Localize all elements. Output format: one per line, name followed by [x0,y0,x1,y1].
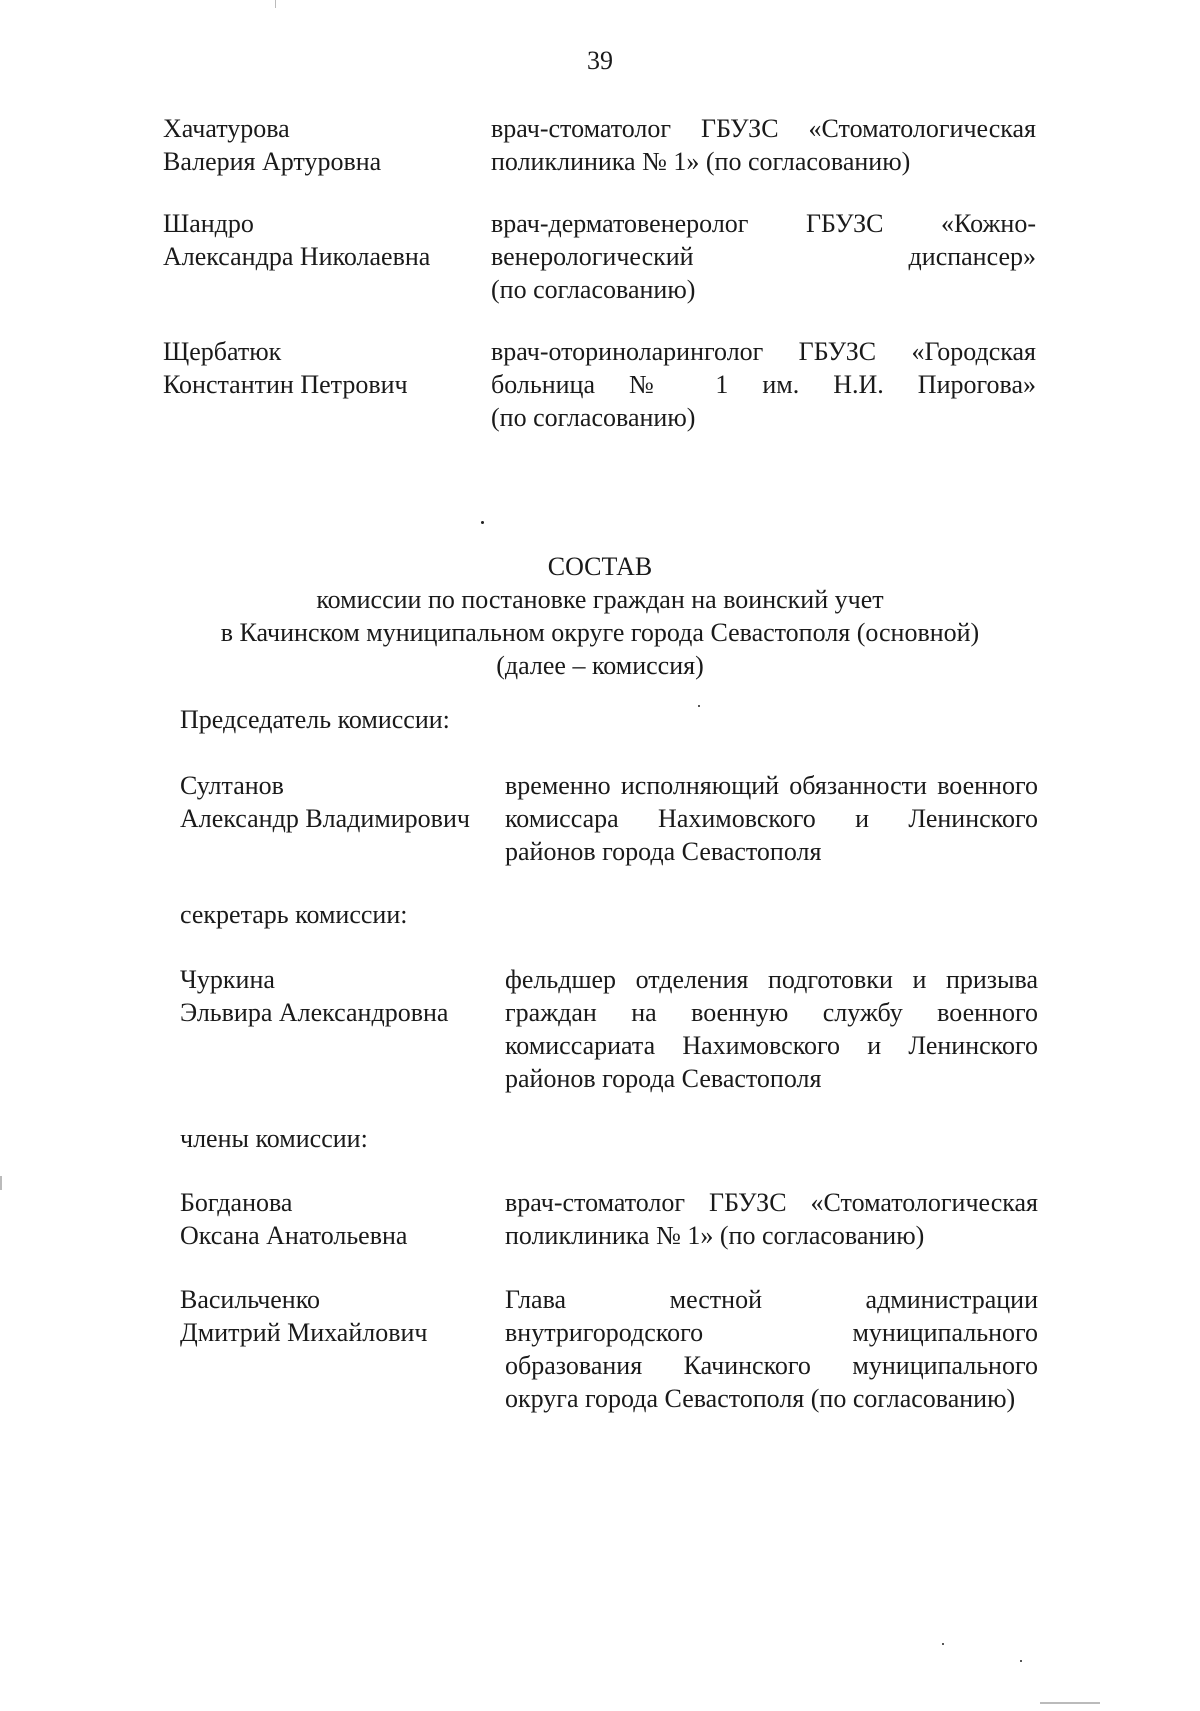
person-name [180,1186,510,1252]
given-names: Дмитрий Михайлович [180,1318,428,1347]
heading-title: СОСТАВ [547,552,653,581]
position-line: (по согласованию) [491,403,696,432]
person-name [163,335,493,401]
person-position [505,963,1038,1095]
person-position [491,112,1036,178]
scan-speck [942,1643,944,1645]
position-line: (по согласованию) [491,275,696,304]
given-names: Оксана Анатольевна [180,1221,408,1250]
given-names: Александр Владимирович [180,804,470,833]
position-line: поликлиника № 1» (по согласованию) [505,1221,925,1250]
person-position [505,769,1038,868]
position-line: фельдшер отделения подготовки и призыва [505,965,1038,994]
surname: Богданова [180,1188,293,1217]
scan-edge-mark [0,1176,2,1190]
surname: Султанов [180,771,284,800]
position-line: внутригородского муниципального [505,1318,1038,1347]
position-line: временно исполняющий обязанности военного [505,771,1038,800]
position-line: врач-оториноларинголог ГБУЗС «Городская [491,337,1036,366]
given-names: Александра Николаевна [163,242,431,271]
given-names: Константин Петрович [163,370,408,399]
surname: Шандро [163,209,254,238]
staff-entry [163,207,1038,307]
chairman-label: Председатель комиссии: [180,705,450,734]
position-line: комиссариата Нахимовского и Ленинского [505,1031,1038,1060]
surname: Васильченко [180,1285,321,1314]
scan-edge-mark [275,0,276,8]
person-name [163,112,493,178]
scan-edge-mark [1040,1702,1100,1704]
position-line: округа города Севастополя (по согласованию) [505,1384,1016,1413]
position-line: районов города Севастополя [505,837,822,866]
person-position [505,1186,1038,1252]
section-heading [0,550,1200,682]
position-line: больница № 1 им. Н.И. Пирогова» [491,370,1036,399]
given-names: Валерия Артуровна [163,147,382,176]
member-entry [180,1186,1040,1256]
member-entry [180,1283,1040,1415]
person-name [180,769,510,835]
person-position [505,1283,1038,1415]
scan-speck [698,705,700,707]
position-line: поликлиника № 1» (по согласованию) [491,147,911,176]
person-name [163,207,493,273]
position-line: комиссара Нахимовского и Ленинского [505,804,1038,833]
page-number: 39 [587,46,613,75]
person-position [491,207,1036,306]
person-name [180,963,510,1029]
heading-subtitle-line: в Качинском муниципальном округе города Севастополя (основной) [220,618,980,647]
position-line: венерологический диспансер» [491,242,1036,271]
scan-speck [481,521,484,524]
secretary-entry [180,963,1040,1095]
position-line: образования Качинского муниципального [505,1351,1038,1380]
chairman-entry [180,769,1040,869]
surname: Щербатюк [163,337,282,366]
staff-entry [163,335,1038,435]
position-line: районов города Севастополя [505,1064,822,1093]
staff-entry [163,112,1038,182]
scan-speck [1020,1660,1022,1662]
person-name [180,1283,510,1349]
heading-subtitle-line: (далее – комиссия) [496,651,704,680]
members-label: члены комиссии: [180,1124,368,1153]
position-line: Глава местной администрации [505,1285,1038,1314]
heading-subtitle-line: комиссии по постановке граждан на воинский учет [316,585,884,614]
position-line: врач-стоматолог ГБУЗС «Стоматологическая [505,1188,1038,1217]
given-names: Эльвира Александровна [180,998,449,1027]
surname: Чуркина [180,965,275,994]
position-line: врач-стоматолог ГБУЗС «Стоматологическая [491,114,1036,143]
surname: Хачатурова [163,114,290,143]
position-line: граждан на военную службу военного [505,998,1038,1027]
person-position [491,335,1036,434]
secretary-label: секретарь комиссии: [180,900,408,929]
position-line: врач-дерматовенеролог ГБУЗС «Кожно- [491,209,1036,238]
